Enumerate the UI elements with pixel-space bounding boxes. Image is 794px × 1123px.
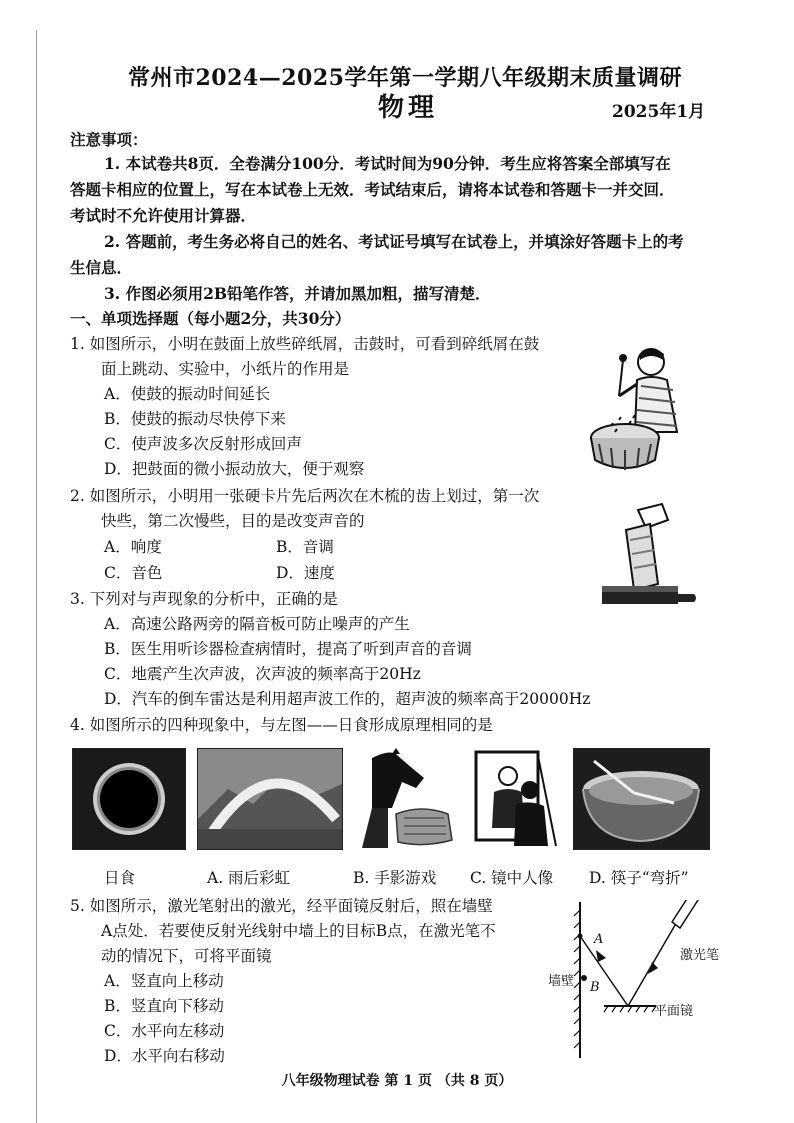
notes-item-1-line-1: 1. 本试卷共8页．全卷满分100分．考试时间为90分钟．考生应将答案全部填写在 <box>104 154 671 173</box>
q4-stem: 4. 如图所示的四种现象中，与左图——日食形成原理相同的是 <box>70 716 493 734</box>
q5-option-c: C．水平向左移动 <box>104 1022 225 1040</box>
q2-stem-line-2: 快些，第二次慢些，目的是改变声音的 <box>101 512 365 530</box>
q5-stem-line-3: 动的情况下，可将平面镜 <box>101 947 272 965</box>
fig-label-point-a: A <box>594 932 604 947</box>
notes-item-2-line-2: 生信息． <box>70 258 133 277</box>
fig-label-wall: 墙壁 <box>548 974 575 989</box>
caption-option-c: C. 镜中人像 <box>470 869 554 887</box>
q1-stem-line-2: 面上跳动、实验中，小纸片的作用是 <box>101 360 350 378</box>
exam-date: 2025年1月 <box>612 102 706 122</box>
q5-stem-line-1: 5. 如图所示，激光笔射出的激光，经平面镜反射后，照在墙壁 <box>70 897 493 915</box>
comb-card-illustration <box>598 500 698 612</box>
q5-stem-line-2: A点处．若要使反射光线射中墙上的目标B点，在激光笔不 <box>101 922 496 940</box>
fig-label-mirror: 平面镜 <box>654 1004 694 1019</box>
fig-label-laser: 激光笔 <box>680 948 720 963</box>
rainbow-photo <box>197 748 343 850</box>
q2-option-b: B．音调 <box>276 538 334 556</box>
exam-title: 常州市2024—2025学年第一学期八年级期末质量调研 <box>128 65 682 91</box>
bent-chopstick-photo <box>573 748 710 850</box>
q1-option-c: C．使声波多次反射形成回声 <box>104 435 302 453</box>
notes-item-1-line-3: 考试时不允许使用计算器． <box>70 206 257 225</box>
caption-option-d: D. 筷子“弯折” <box>589 869 689 887</box>
notes-item-1-line-2: 答题卡相应的位置上，写在本试卷上无效．考试结束后，请将本试卷和答题卡一并交回． <box>70 180 675 199</box>
page-footer: 八年级物理试卷 第 1 页 （共 8 页） <box>281 1073 513 1089</box>
q3-option-a: A．高速公路两旁的隔音板可防止噪声的产生 <box>104 615 410 633</box>
subject-title: 物理 <box>378 93 439 123</box>
q3-option-c: C．地震产生次声波，次声波的频率高于20Hz <box>104 665 421 683</box>
q1-option-d: D．把鼓面的微小振动放大，便于观察 <box>104 460 365 478</box>
notes-item-3-line-1: 3. 作图必须用2B铅笔作答，并请加黑加粗，描写清楚． <box>104 284 491 303</box>
drum-illustration <box>585 340 695 480</box>
section-1-heading: 一、单项选择题（每小题2分，共30分） <box>70 309 351 328</box>
solar-eclipse-photo <box>72 748 186 850</box>
q5-option-b: B．竖直向下移动 <box>104 997 224 1015</box>
q1-option-a: A．使鼓的振动时间延长 <box>104 385 271 403</box>
q1-option-b: B．使鼓的振动尽快停下来 <box>104 410 286 428</box>
q2-option-d: D．速度 <box>276 564 335 582</box>
page-edge-line <box>36 30 37 1123</box>
q2-stem-line-1: 2. 如图所示，小明用一张硬卡片先后两次在木梳的齿上划过，第一次 <box>70 487 540 505</box>
q5-option-d: D．水平向右移动 <box>104 1047 225 1065</box>
q2-option-a: A．响度 <box>104 538 162 556</box>
q2-option-c: C．音色 <box>104 564 163 582</box>
notes-item-2-line-1: 2. 答题前，考生务必将自己的姓名、考试证号填写在试卷上，并填涂好答题卡上的考 <box>104 232 684 251</box>
notes-heading: 注意事项： <box>70 130 148 149</box>
caption-option-a: A. 雨后彩虹 <box>207 869 291 887</box>
q3-option-d: D．汽车的倒车雷达是利用超声波工作的，超声波的频率高于20000Hz <box>104 690 591 708</box>
caption-option-b: B. 手影游戏 <box>353 869 437 887</box>
q1-stem-line-1: 1. 如图所示，小明在鼓面上放些碎纸屑，击鼓时，可看到碎纸屑在鼓 <box>70 335 540 353</box>
q3-option-b: B．医生用听诊器检查病情时，提高了听到声音的音调 <box>104 640 472 658</box>
caption-eclipse: 日食 <box>104 869 136 887</box>
fig-label-point-b: B <box>590 980 600 995</box>
mirror-image-photo <box>468 748 562 848</box>
hand-shadow-photo <box>352 748 456 848</box>
q3-stem: 3. 下列对与声现象的分析中，正确的是 <box>70 590 338 608</box>
q5-option-a: A．竖直向上移动 <box>104 972 224 990</box>
